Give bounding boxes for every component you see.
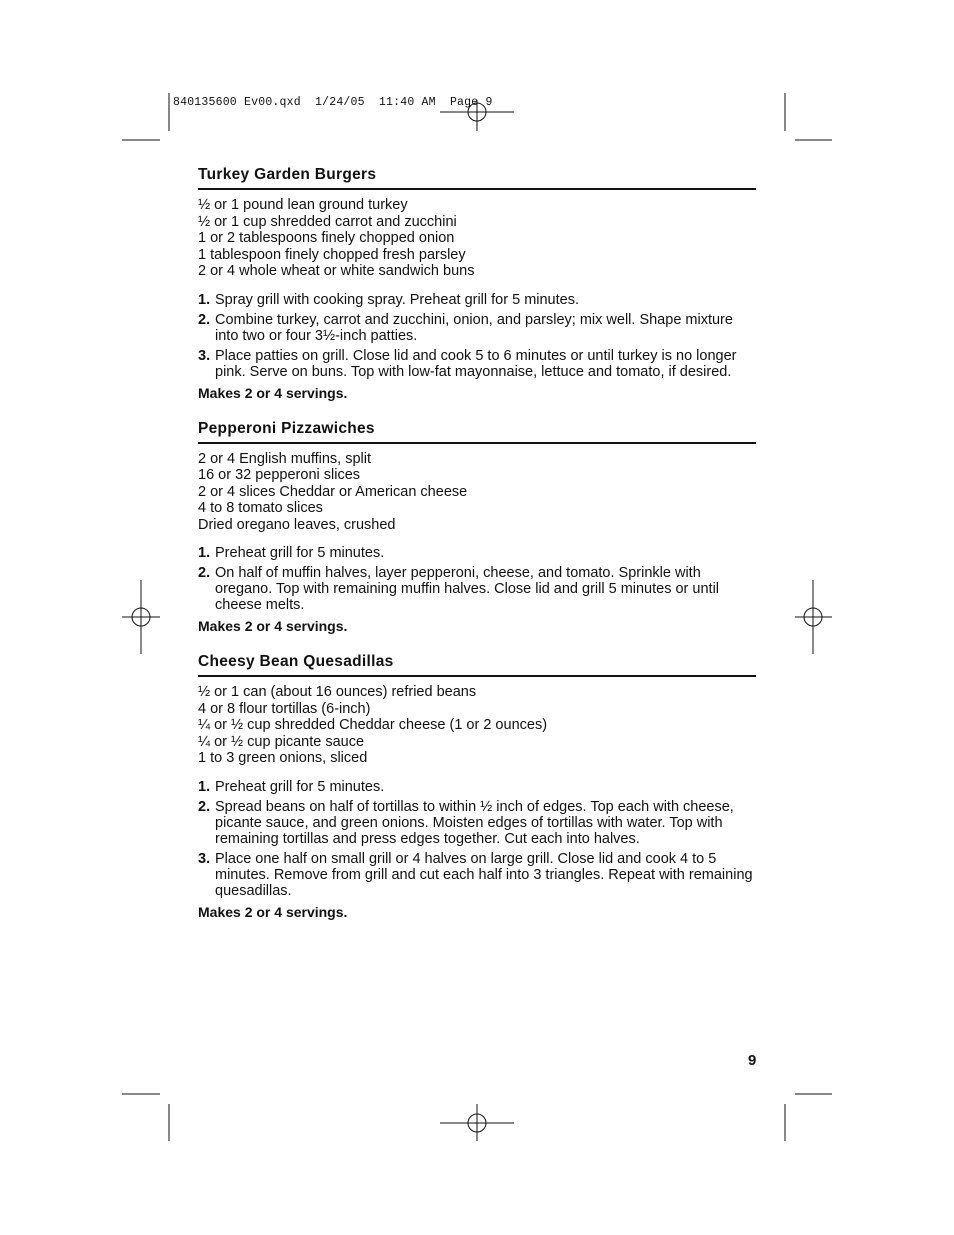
step-text: Preheat grill for 5 minutes. <box>215 545 385 561</box>
registration-mark-right <box>795 580 832 654</box>
step-number: 2. <box>198 798 211 815</box>
recipe-title: Cheesy Bean Quesadillas <box>198 653 756 677</box>
recipe-turkey-garden-burgers <box>198 166 756 401</box>
ingredient-item: 1 to 3 green onions, sliced <box>198 750 368 766</box>
recipe-title: Turkey Garden Burgers <box>198 166 756 190</box>
step-item <box>198 799 756 847</box>
step-item <box>198 779 756 795</box>
ingredient-item: Dried oregano leaves, crushed <box>198 516 396 533</box>
step-number: 1. <box>198 291 211 308</box>
step-text: Spread beans on half of tortillas to within ½ inch of edges. Top each with cheese, picante sauce, and green onions. Moisten edges of tortillas with water. Top with remaining tortillas and press edges together. Cut each into halves. <box>215 798 734 847</box>
ingredient-item: 16 or 32 pepperoni slices <box>198 467 361 483</box>
servings-note: Makes 2 or 4 servings. <box>198 618 348 634</box>
step-number: 1. <box>198 545 211 561</box>
step-item <box>198 312 756 344</box>
ingredient-list <box>198 197 756 280</box>
step-text: Place patties on grill. Close lid and cook 5 to 6 minutes or until turkey is no longer pink. Serve on buns. Top with low-fat mayonnaise, lettuce and tomato, if desired. <box>215 347 737 380</box>
ingredient-item: ¼ or ½ cup shredded Cheddar cheese (1 or 2 ounces) <box>198 717 548 733</box>
step-text: Place one half on small grill or 4 halves on large grill. Close lid and cook 4 to 5 minutes. Remove from grill and cut each half into 3 triangles. Repeat with remaining quesadillas. <box>215 850 753 899</box>
step-text: Combine turkey, carrot and zucchini, onion, and parsley; mix well. Shape mixture into two or four 3½-inch patties. <box>215 311 733 344</box>
ingredient-item: ½ or 1 pound lean ground turkey <box>198 197 408 213</box>
registration-mark-bottom <box>440 1104 514 1141</box>
step-item <box>198 565 756 613</box>
step-number: 3. <box>198 850 211 867</box>
step-number: 2. <box>198 565 211 581</box>
servings-note: Makes 2 or 4 servings. <box>198 384 348 401</box>
registration-mark-left <box>122 580 160 654</box>
ingredient-item: 1 or 2 tablespoons finely chopped onion <box>198 230 455 246</box>
step-item <box>198 348 756 380</box>
recipe-pepperoni-pizzawiches <box>198 420 756 635</box>
recipe-cheesy-bean-quesadillas <box>198 653 756 920</box>
ingredient-item: ½ or 1 cup shredded carrot and zucchini <box>198 213 457 230</box>
ingredient-item: 2 or 4 slices Cheddar or American cheese <box>198 483 468 500</box>
step-list <box>198 292 756 380</box>
step-list <box>198 545 756 613</box>
step-number: 2. <box>198 311 211 328</box>
ingredient-item: 1 tablespoon finely chopped fresh parsley <box>198 246 466 263</box>
step-item <box>198 292 756 308</box>
recipe-page <box>198 166 756 920</box>
step-item <box>198 545 756 561</box>
step-number: 3. <box>198 347 211 364</box>
ingredient-list <box>198 684 756 767</box>
page-number: 9 <box>748 1052 757 1069</box>
step-text: On half of muffin halves, layer pepperoni, cheese, and tomato. Sprinkle with oregano. Top with remaining muffin halves. Close lid and grill 5 minutes or until cheese melts. <box>215 565 720 613</box>
step-text: Spray grill with cooking spray. Preheat grill for 5 minutes. <box>215 291 579 308</box>
step-text: Preheat grill for 5 minutes. <box>215 778 385 795</box>
ingredient-item: 2 or 4 English muffins, split <box>198 450 372 467</box>
ingredient-item: 2 or 4 whole wheat or white sandwich buns <box>198 263 475 279</box>
ingredient-item: ¼ or ½ cup picante sauce <box>198 733 365 750</box>
ingredient-item: ½ or 1 can (about 16 ounces) refried beans <box>198 684 477 700</box>
step-item <box>198 851 756 899</box>
step-list <box>198 779 756 899</box>
ingredient-list <box>198 451 756 534</box>
recipe-title: Pepperoni Pizzawiches <box>198 420 756 444</box>
step-number: 1. <box>198 778 211 795</box>
servings-note: Makes 2 or 4 servings. <box>198 903 348 920</box>
ingredient-item: 4 to 8 tomato slices <box>198 500 323 516</box>
ingredient-item: 4 or 8 flour tortillas (6-inch) <box>198 700 371 717</box>
print-slug: 840135600 Ev00.qxd 1/24/05 11:40 AM Page 9 <box>173 96 493 109</box>
